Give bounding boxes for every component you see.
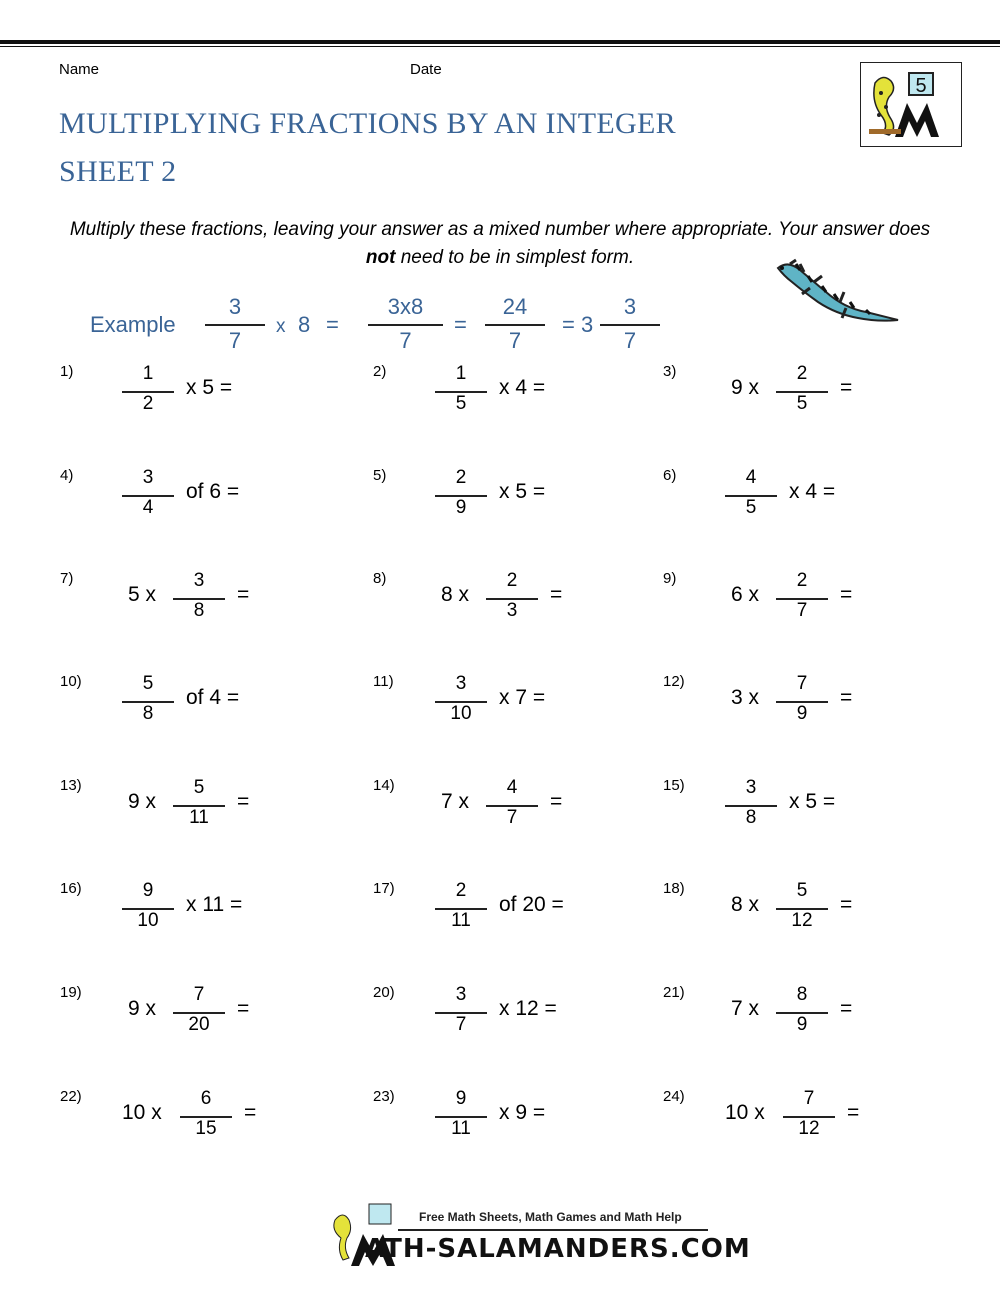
numerator: 3 (142, 467, 154, 488)
numerator: 5 (193, 777, 205, 798)
problem-number: 20) (373, 984, 395, 1001)
problem-number: 16) (60, 880, 82, 897)
numerator: 3 (193, 570, 205, 591)
problem-equals: = (840, 893, 853, 916)
problem-20 (373, 984, 673, 1064)
salamander-logo-icon (861, 63, 961, 146)
problem-number: 14) (373, 777, 395, 794)
problem-operation: x 5 = (499, 480, 546, 503)
numerator: 5 (796, 880, 808, 901)
problem-4 (60, 467, 360, 547)
problem-equals: = (244, 1101, 257, 1124)
name-label: Name (59, 61, 100, 78)
problem-22 (60, 1088, 360, 1168)
numerator: 6 (200, 1088, 212, 1109)
problem-operation: x 4 = (499, 376, 546, 399)
problem-equals: = (840, 686, 853, 709)
problem-multiplier: 8 x (731, 893, 760, 916)
numerator: 7 (193, 984, 205, 1005)
svg-text:5: 5 (915, 75, 927, 97)
problem-operation: x 4 = (789, 480, 836, 503)
problem-equals: = (840, 376, 853, 399)
problem-equals: = (847, 1101, 860, 1124)
problem-number: 19) (60, 984, 82, 1001)
problem-7 (60, 570, 360, 650)
numerator: 5 (142, 673, 154, 694)
denominator: 8 (142, 703, 154, 724)
problem-operation: x 7 = (499, 686, 546, 709)
footer-site-name: ATH-SALAMANDERS.COM (365, 1234, 751, 1264)
problem-operation: of 20 = (499, 893, 564, 916)
numerator: 4 (506, 777, 518, 798)
problem-13 (60, 777, 360, 857)
denominator: 11 (189, 807, 209, 828)
problem-equals: = (550, 790, 563, 813)
problem-multiplier: 9 x (128, 790, 157, 813)
problem-3 (663, 363, 963, 443)
problem-operation: x 5 = (789, 790, 836, 813)
numerator: 8 (796, 984, 808, 1005)
problem-number: 6) (663, 467, 677, 484)
numerator: 2 (455, 467, 467, 488)
page-title: MULTIPLYING FRACTIONS BY AN INTEGER (59, 107, 676, 140)
problem-multiplier: 6 x (731, 583, 760, 606)
problem-8 (373, 570, 673, 650)
problem-1 (60, 363, 360, 443)
problem-operation: x 11 = (186, 893, 243, 916)
problem-14 (373, 777, 673, 857)
footer-tagline: Free Math Sheets, Math Games and Math Help (419, 1210, 682, 1224)
problem-multiplier: 7 x (441, 790, 470, 813)
problem-operation: x 12 = (499, 997, 557, 1020)
problem-multiplier: 9 x (731, 376, 760, 399)
denominator: 5 (796, 393, 808, 414)
instructions: Multiply these fractions, leaving your answer as a mixed number where appropriate. Your answer does not need to be in simplest form. (69, 219, 931, 268)
example-row: Example 3 7 x 8 = 3x8 7 = 24 7 = 3 3 7 (0, 290, 1000, 360)
denominator: 10 (137, 910, 159, 931)
problem-number: 24) (663, 1088, 685, 1105)
example-equals-2: = (454, 312, 467, 337)
problem-6 (663, 467, 963, 547)
denominator: 5 (455, 393, 467, 414)
problem-number: 10) (60, 673, 82, 690)
denominator: 8 (193, 600, 205, 621)
problem-number: 18) (663, 880, 685, 897)
denominator: 12 (791, 910, 813, 931)
problem-multiplier: 9 x (128, 997, 157, 1020)
problem-2 (373, 363, 673, 443)
page-subtitle: SHEET 2 (59, 155, 177, 188)
problem-19 (60, 984, 360, 1064)
denominator: 5 (745, 497, 757, 518)
denominator: 15 (195, 1118, 217, 1139)
denominator: 7 (506, 807, 518, 828)
problem-multiplier: 10 x (725, 1101, 765, 1124)
problem-11 (373, 673, 673, 753)
problem-number: 23) (373, 1088, 395, 1105)
problem-number: 8) (373, 570, 387, 587)
denominator: 20 (188, 1014, 210, 1035)
problem-multiplier: 5 x (128, 583, 157, 606)
numerator: 1 (142, 363, 154, 384)
top-rule (0, 40, 1000, 44)
salamander-icon (770, 258, 902, 342)
problem-number: 4) (60, 467, 74, 484)
denominator: 4 (142, 497, 154, 518)
problem-number: 22) (60, 1088, 82, 1105)
problem-18 (663, 880, 963, 960)
numerator: 3 (455, 673, 467, 694)
denominator: 7 (796, 600, 808, 621)
problem-5 (373, 467, 673, 547)
example-equals-3: = 3 (562, 312, 594, 337)
numerator: 2 (506, 570, 518, 591)
problem-number: 9) (663, 570, 677, 587)
denominator: 9 (455, 497, 467, 518)
numerator: 2 (455, 880, 467, 901)
example-times: x (276, 316, 286, 337)
problem-multiplier: 3 x (731, 686, 760, 709)
top-rule-thin (0, 46, 1000, 47)
denominator: 11 (451, 1118, 471, 1139)
numerator: 3 (455, 984, 467, 1005)
denominator: 3 (506, 600, 518, 621)
problem-24 (663, 1088, 963, 1168)
denominator: 8 (745, 807, 757, 828)
problem-equals: = (237, 790, 250, 813)
example-equals-1: = (326, 312, 339, 337)
numerator: 9 (142, 880, 154, 901)
problem-number: 1) (60, 363, 74, 380)
problem-operation: of 4 = (186, 686, 240, 709)
denominator: 11 (451, 910, 471, 931)
numerator: 4 (745, 467, 757, 488)
problem-17 (373, 880, 673, 960)
problem-21 (663, 984, 963, 1064)
numerator: 2 (796, 363, 808, 384)
footer-rule (398, 1229, 708, 1231)
problem-number: 17) (373, 880, 395, 897)
problem-equals: = (237, 583, 250, 606)
problem-operation: x 5 = (186, 376, 233, 399)
numerator: 1 (455, 363, 467, 384)
problem-number: 21) (663, 984, 685, 1001)
problem-number: 11) (373, 673, 394, 690)
problem-number: 3) (663, 363, 677, 380)
grade-logo (860, 62, 962, 147)
problem-12 (663, 673, 963, 753)
denominator: 2 (142, 393, 154, 414)
date-label: Date (410, 61, 442, 78)
problem-number: 7) (60, 570, 74, 587)
problem-number: 13) (60, 777, 82, 794)
problem-number: 5) (373, 467, 387, 484)
numerator: 3 (745, 777, 757, 798)
numerator: 9 (455, 1088, 467, 1109)
denominator: 9 (796, 703, 808, 724)
problem-number: 15) (663, 777, 685, 794)
numerator: 2 (796, 570, 808, 591)
problem-equals: = (840, 583, 853, 606)
example-label: Example (90, 312, 176, 337)
problem-16 (60, 880, 360, 960)
denominator: 9 (796, 1014, 808, 1035)
problem-operation: x 9 = (499, 1101, 546, 1124)
problem-multiplier: 10 x (122, 1101, 162, 1124)
problem-equals: = (840, 997, 853, 1020)
denominator: 10 (450, 703, 472, 724)
problem-10 (60, 673, 360, 753)
problem-number: 2) (373, 363, 387, 380)
example-integer: 8 (298, 312, 311, 337)
problem-multiplier: 8 x (441, 583, 470, 606)
problem-number: 12) (663, 673, 685, 690)
denominator: 12 (798, 1118, 820, 1139)
problem-equals: = (550, 583, 563, 606)
problem-15 (663, 777, 963, 857)
problem-multiplier: 7 x (731, 997, 760, 1020)
denominator: 7 (455, 1014, 467, 1035)
problem-9 (663, 570, 963, 650)
numerator: 7 (803, 1088, 815, 1109)
problem-operation: of 6 = (186, 480, 240, 503)
numerator: 7 (796, 673, 808, 694)
problem-23 (373, 1088, 673, 1168)
problem-equals: = (237, 997, 250, 1020)
